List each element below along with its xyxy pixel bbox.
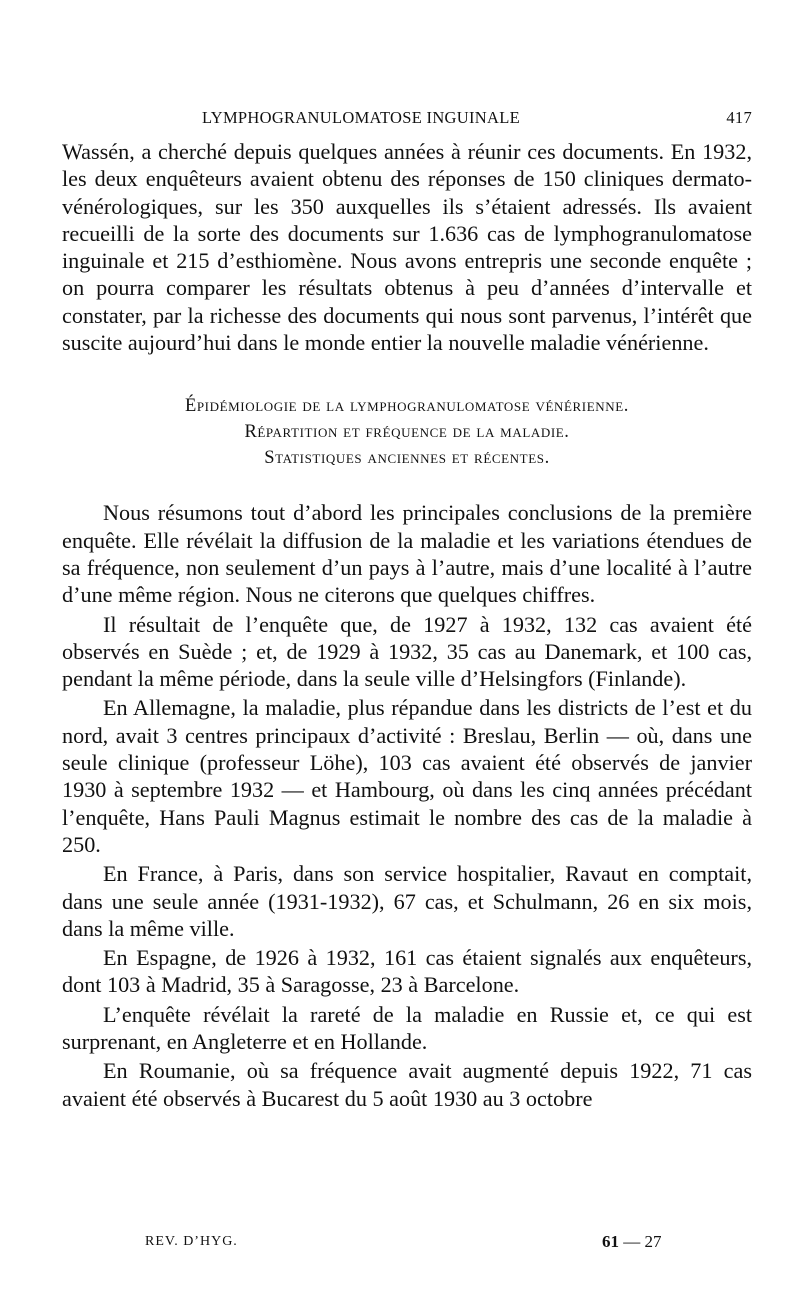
section-heading-line-1: Épidémiologie de la lymphogranulomatose vénérienne.	[184, 396, 630, 417]
section-heading-line-3: Statistiques anciennes et récentes.	[264, 448, 550, 469]
section-heading-line-2: Répartition et fréquence de la maladie.	[244, 422, 570, 443]
body-paragraph: Il résultait de l’enquête que, de 1927 à 1932, 132 cas avaient été observés en Suède ; et, de 1929 à 1932, 35 cas au Danemark, et 100 cas, pendant la même période, dans la seule ville d’Helsingfors (Finlande).	[62, 611, 752, 692]
body-paragraph: En Allemagne, la maladie, plus répandue dans les districts de l’est et du nord, avait 3 centres principaux d’activité : Breslau, Berlin — où, dans une seule clinique (professeur Löhe), 103 cas avaient été observés de janvier 1930 à septembre 1932 — et Hambourg, où dans les cinq années précédant l’enquête, Hans Pauli Magnus estimait le nombre des cas de la maladie à 250.	[62, 695, 752, 857]
body-paragraph: Nous résumons tout d’abord les principales conclusions de la première enquête. Elle révélait la diffusion de la maladie et les variations étendues de sa fréquence, non seulement d’un pays à l’autre, mais d’une localité à l’autre d’une même région. Nous ne citerons que quelques chiffres.	[62, 500, 752, 608]
body-paragraph: En Roumanie, où sa fréquence avait augmenté depuis 1922, 71 cas avaient été observés à Bucarest du 5 août 1930 au 3 octobre	[62, 1058, 752, 1111]
intro-paragraph: Wassén, a cherché depuis quelques années à réunir ces documents. En 1932, les deux enquêteurs avaient obtenu des réponses de 150 cliniques dermato-vénérologiques, sur les 350 auxquelles ils s’étaient adressés. Ils avaient recueilli de la sorte des documents sur 1.636 cas de lymphogranulomatose inguinale et 215 d’esthiomène. Nous avons entrepris une seconde enquête ; on pourra comparer les résultats obtenus à peu d’années d’intervalle et constater, par la richesse des documents qui nous sont parvenus, l’intérêt que suscite aujourd’hui dans le monde entier la nouvelle maladie vénérienne.	[62, 139, 752, 356]
body-paragraph: En France, à Paris, dans son service hospitalier, Ravaut en comptait, dans une seule année (1931-1932), 67 cas, et Schulmann, 26 en six mois, dans la même ville.	[62, 861, 752, 941]
document-page	[62, 96, 752, 1112]
body-paragraph: En Espagne, de 1926 à 1932, 161 cas étaient signalés aux enquêteurs, dont 103 à Madrid, 35 à Saragosse, 23 à Barcelone.	[62, 945, 752, 998]
signature-sheet: 27	[644, 1232, 662, 1251]
printer-signature	[602, 1232, 662, 1252]
section-heading	[62, 393, 752, 471]
running-title: LYMPHOGRANULOMATOSE INGUINALE	[202, 108, 520, 127]
signature-number: 61	[602, 1232, 619, 1251]
journal-abbreviation: REV. D’HYG.	[145, 1234, 238, 1249]
body-paragraph: L’enquête révélait la rareté de la maladie en Russie et, ce qui est surprenant, en Angleterre et en Hollande.	[62, 1001, 752, 1055]
page-number: 417	[726, 108, 752, 127]
signature-separator: —	[619, 1232, 645, 1251]
running-header	[62, 96, 752, 138]
